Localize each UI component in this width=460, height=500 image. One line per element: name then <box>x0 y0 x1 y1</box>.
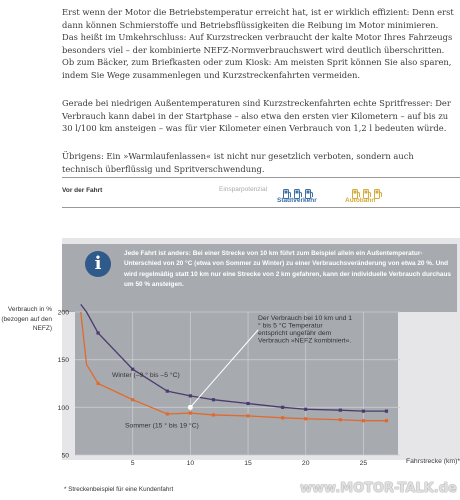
warmup-paragraph: Übrigens: Ein »Warmlaufenlassen« ist nicht nur gesetzlich verboten, sondern auch technisch überflüssig und Spritverschwendung. <box>62 151 414 174</box>
summer-data-point <box>304 417 307 420</box>
x-tick-label: 15 <box>244 460 252 467</box>
plot-area <box>75 312 398 455</box>
x-tick-label: 10 <box>186 460 195 467</box>
summer-series-label: Sommer (15 ° bis 19 °C) <box>125 422 199 430</box>
winter-data-point <box>362 410 365 413</box>
y-tick-label: 50 <box>61 452 69 460</box>
winter-data-point <box>166 390 169 393</box>
annotation-text: Der Verbrauch bei 10 km und 1 ° bis 5 °C Temperatur entspricht ungefähr dem Verbrauch »NEFZ kombiniert«. <box>258 315 353 345</box>
y-tick-label: 150 <box>57 357 69 365</box>
highway-label: Autobahn <box>345 197 376 204</box>
savings-potential-label: Einsparpotenzial <box>219 186 268 193</box>
summer-data-point <box>166 412 169 415</box>
summer-data-point <box>281 416 284 419</box>
y-tick-label: 100 <box>57 404 69 412</box>
city-traffic-label: Stadtverkehr <box>277 197 317 204</box>
intro-paragraph: Erst wenn der Motor die Betriebstemperatur erreicht hat, ist er wirklich effizient: Denn erst dann können Schmierstoffe und Betriebsflüssigkeiten die Reibung im Motor minimieren. Das heißt im Umkehrschluss: Auf Kurzstrecken verbraucht der kalte Motor Ihres Fahrzeugs besonders viel – der kombinierte NEFZ-Normverbrauchswert wird deutlich überschritten. Ob zum Bäcker, zum Briefkasten oder zum Kiosk: Am meisten Sprit können Sie also sparen, indem Sie Wege zusammenlegen und Kurzstreckenfahrten vermeiden. <box>62 7 454 80</box>
summer-data-point <box>362 419 365 422</box>
winter-series-label: Winter (–9 ° bis –5 °C) <box>112 371 180 379</box>
winter-data-point <box>304 408 307 411</box>
highlight-point <box>188 405 193 410</box>
winter-data-point <box>96 331 99 334</box>
x-tick-label: 25 <box>359 460 368 467</box>
summer-data-point <box>131 398 134 401</box>
winter-data-point <box>281 406 284 409</box>
info-text: Jede Fahrt ist anders: Bei einer Strecke von 10 km führt zum Beispiel allein ein Außentemperatur-Unterschied von 20 °C (etwa von Sommer zu Winter) zu einer Verbrauchsveränderung von etwa 20 %. Und wird regelmäßig statt 10 km nur eine Strecke von 2 km gefahren, kann der individuelle Verbrauch durchaus um 50 % ansteigen. <box>124 250 451 289</box>
y-tick-label: 200 <box>57 309 69 317</box>
winter-data-point <box>212 398 215 401</box>
summer-data-point <box>339 418 342 421</box>
winter-data-point <box>385 410 388 413</box>
y-axis-label: Verbrauch in % (bezogen auf den NEFZ) <box>1 306 52 332</box>
summer-data-point <box>189 411 192 414</box>
x-axis-label: Fahrstrecke (km)* <box>406 458 460 465</box>
winter-data-point <box>246 402 249 405</box>
winter-data-point <box>131 368 134 371</box>
x-tick-label: 5 <box>130 460 135 467</box>
summer-data-point <box>385 419 388 422</box>
winter-data-point <box>189 394 192 397</box>
watermark: www.MOTOR-TALK.de <box>300 481 457 496</box>
chart-top-band <box>62 296 457 312</box>
summer-data-point <box>246 414 249 417</box>
short-trip-paragraph: Gerade bei niedrigen Außentemperaturen sind Kurzstreckenfahrten echte Spritfresser: Der Verbrauch kann dabei in der Startphase – also etwa den ersten vier Kilometern – auf bis zu 30 l/100 km ansteigen – was für vier Kilometer einen Verbrauch von 1,2 l bedeuten würde. <box>62 98 451 134</box>
before-trip-label: Vor der Fahrt <box>62 187 103 194</box>
footnote: * Streckenbeispiel für eine Kundenfahrt <box>64 486 174 493</box>
summer-data-point <box>212 413 215 416</box>
winter-data-point <box>339 409 342 412</box>
x-tick-label: 20 <box>301 460 310 467</box>
summer-data-point <box>96 382 99 385</box>
info-icon: i <box>85 251 111 277</box>
